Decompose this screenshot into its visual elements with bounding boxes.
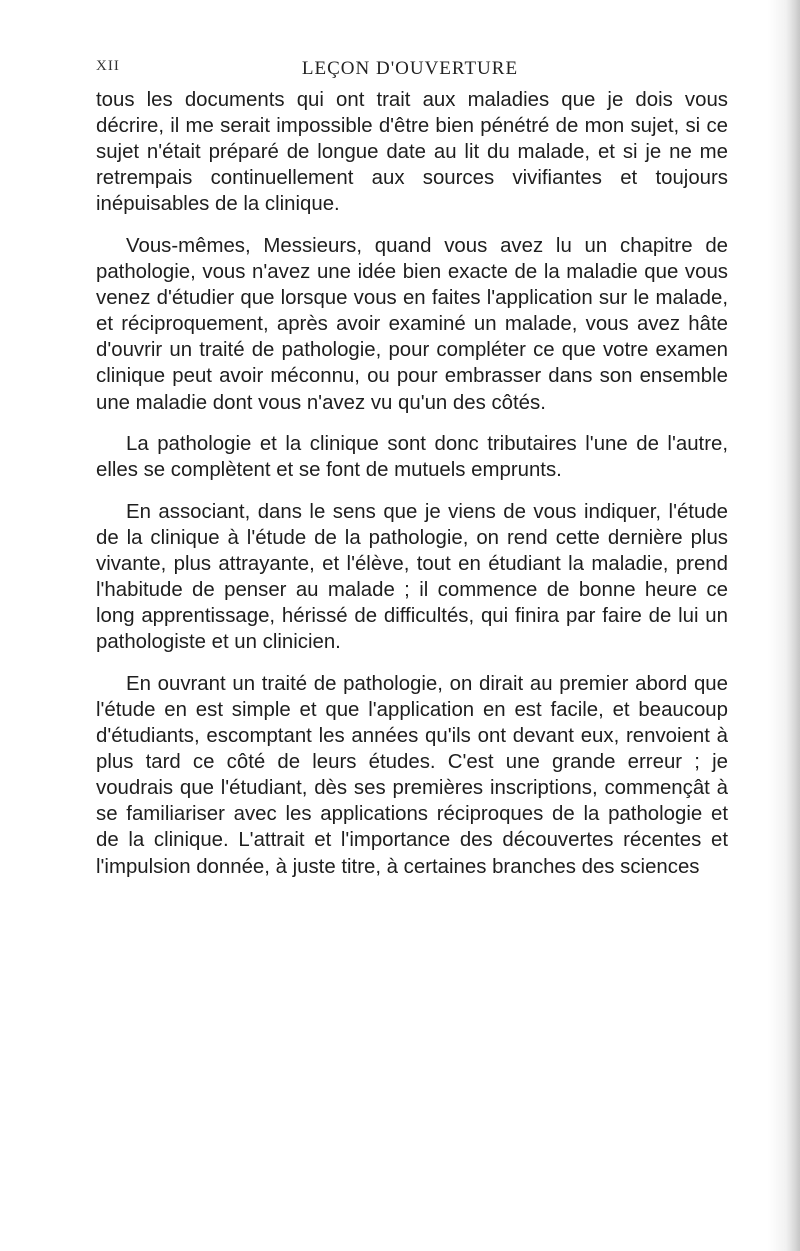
paragraph-3: La pathologie et la clinique sont donc tributaires l'une de l'autre, elles se complètent et se font de mutuels emprunts. <box>96 433 728 482</box>
body-text <box>96 87 728 895</box>
page-number: XII <box>96 58 120 74</box>
running-title: LEÇON D'OUVERTURE <box>301 58 519 79</box>
paragraph-1: tous les documents qui ont trait aux maladies que je dois vous décrire, il me serait impossible d'être bien pénétré de mon sujet, si ce sujet n'était préparé de longue date au lit du malade, et si je ne me retrempais continuellement aux sources vivifiantes et toujours inépuisables de la clinique. <box>96 89 728 216</box>
paragraph-2: Vous-mêmes, Messieurs, quand vous avez lu un chapitre de pathologie, vous n'avez une idée bien exacte de la maladie que vous venez d'étudier que lorsque vous en faites l'application sur le malade, et réciproquement, après avoir examiné un malade, vous avez hâte d'ouvrir un traité de pathologie, pour compléter ce que votre examen clinique peut avoir méconnu, ou pour embrasser dans son ensemble une maladie dont vous n'avez vu qu'un des côtés. <box>96 234 728 414</box>
paragraph-5: En ouvrant un traité de pathologie, on dirait au premier abord que l'étude en est simple et que l'application en est facile, et beaucoup d'étudiants, escomptant les années qu'ils ont devant eux, renvoient à plus tard ce côté de leurs études. C'est une grande erreur ; je voudrais que l'étudiant, dès ses premières inscriptions, commençât à se familiariser avec les applications réciproques de la pathologie et de la clinique. L'attrait et l'importance des découvertes récentes et l'impulsion donnée, à juste titre, à certaines branches des sciences <box>96 672 728 878</box>
paragraph-4: En associant, dans le sens que je viens de vous indiquer, l'étude de la clinique à l'étude de la pathologie, on rend cette dernière plus vivante, plus attrayante, et l'élève, tout en étudiant la maladie, prend l'habitude de penser au malade ; il commence de bonne heure ce long apprentissage, hérissé de difficultés, qui finira par faire de lui un pathologiste et un clinicien. <box>96 500 728 654</box>
page-edge-shadow <box>786 0 800 1251</box>
